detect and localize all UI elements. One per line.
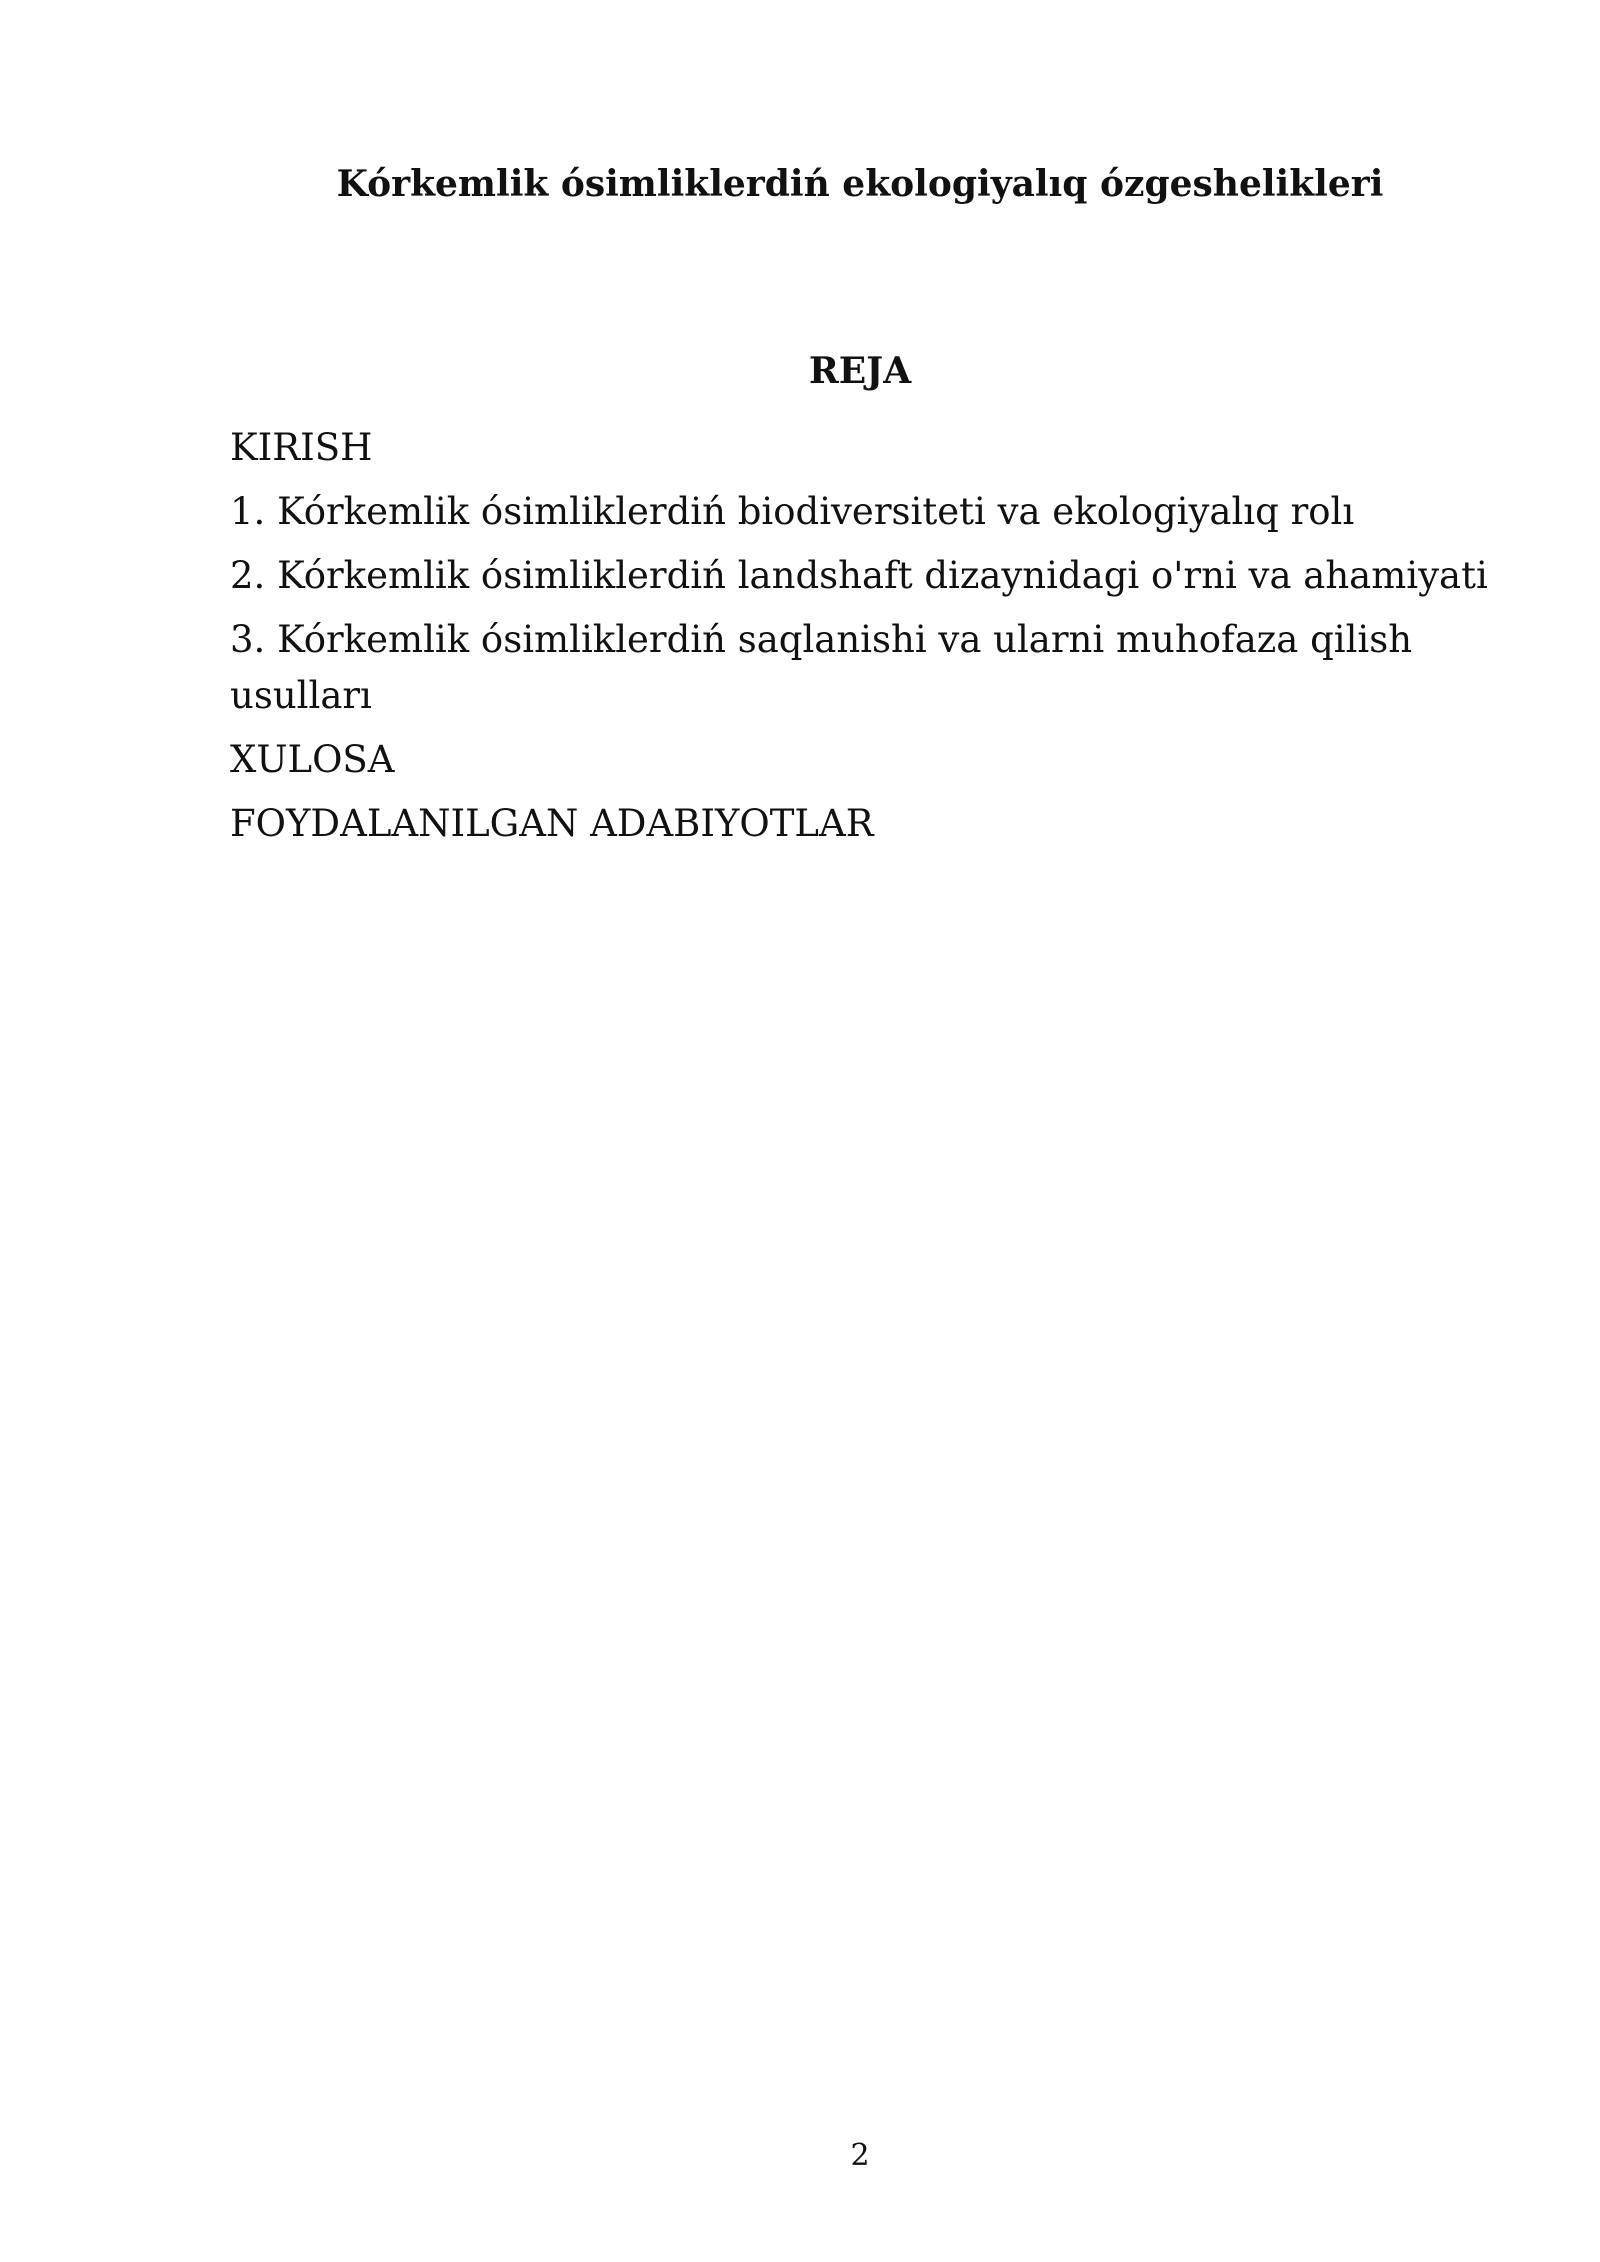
plan-item-1: 1. Kórkemlik ósimliklerdiń biodiversiteti va ekologiyalıq rolı [230,490,1355,533]
page-number: 2 [850,2138,870,2173]
plan-item-2: 2. Kórkemlik ósimliklerdiń landshaft dizaynidagi o'rni va ahamiyati [230,554,1488,597]
plan-item-references: FOYDALANILGAN ADABIYOTLAR [230,802,874,845]
document-title: Kórkemlik ósimliklerdiń ekologiyalıq ózgeshelikleri [336,163,1384,205]
plan-list [230,420,1490,860]
plan-heading: REJA [808,350,912,392]
plan-item-conclusion: XULOSA [230,738,395,781]
plan-item-3: 3. Kórkemlik ósimliklerdiń saqlanishi va ularni muhofaza qilish usulları [230,618,1413,717]
plan-item-introduction: KIRISH [230,426,373,469]
